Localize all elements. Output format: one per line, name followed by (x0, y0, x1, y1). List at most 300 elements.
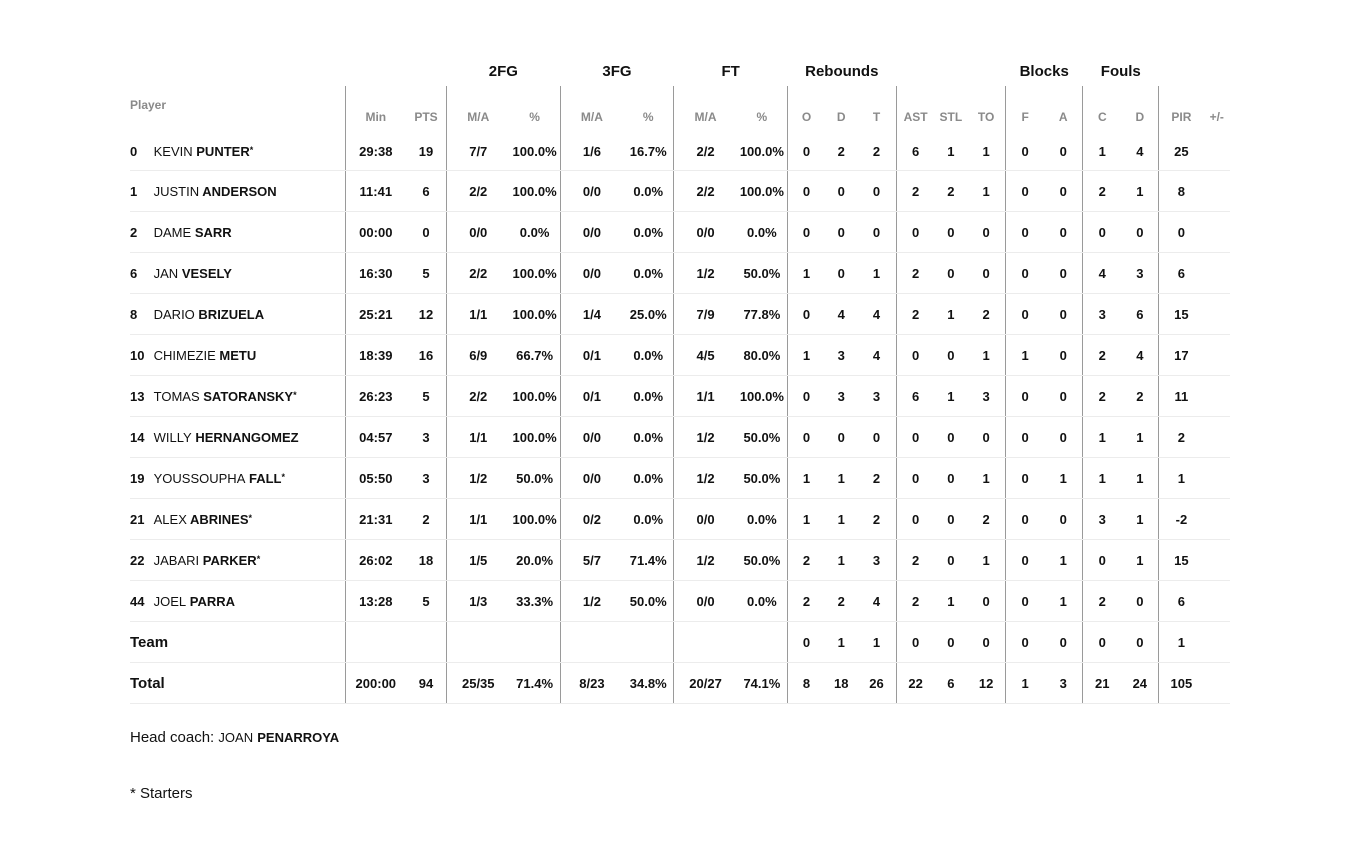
stat-to: 3 (967, 376, 1006, 417)
stat-reb-d: 0 (825, 417, 857, 458)
stat-blk-a: 0 (1044, 622, 1083, 663)
stat-pm (1203, 540, 1230, 581)
player-cell (130, 253, 345, 294)
boxscore-body (130, 132, 1230, 704)
stat-fg2-pct: 50.0% (509, 458, 560, 499)
stat-pir: 1 (1159, 622, 1204, 663)
stat-blk-f: 0 (1006, 458, 1045, 499)
stat-pir: 0 (1159, 212, 1204, 253)
stat-blk-a: 0 (1044, 376, 1083, 417)
stat-pir: 105 (1159, 663, 1204, 704)
stat-ast: 6 (896, 132, 935, 171)
player-last-name: PARKER (202, 552, 257, 568)
stat-foul-c: 0 (1083, 622, 1122, 663)
stat-reb-o: 1 (788, 499, 826, 540)
stat-fg2-ma: 1/1 (447, 294, 510, 335)
stat-pm (1203, 335, 1230, 376)
stat-reb-d: 3 (825, 335, 857, 376)
table-row (130, 376, 1230, 417)
stat-foul-d: 2 (1121, 376, 1159, 417)
stat-fg2-ma: 1/5 (447, 540, 510, 581)
group-fouls: Fouls (1100, 62, 1141, 80)
player-cell (130, 294, 345, 335)
stat-reb-d: 0 (825, 253, 857, 294)
stat-ast: 2 (896, 294, 935, 335)
stat-pir: 1 (1159, 458, 1204, 499)
stat-ast: 0 (896, 417, 935, 458)
stat-reb-o: 1 (788, 458, 826, 499)
stat-fg2-ma: 2/2 (447, 376, 510, 417)
column-header-row (130, 86, 1230, 132)
stat-stl: 0 (935, 499, 967, 540)
player-cell (130, 335, 345, 376)
stat-foul-c: 3 (1083, 499, 1122, 540)
stat-foul-d: 1 (1121, 540, 1159, 581)
stat-blk-a: 0 (1044, 253, 1083, 294)
player-link[interactable] (130, 225, 232, 240)
stat-foul-c: 1 (1083, 458, 1122, 499)
stat-reb-o: 8 (788, 663, 826, 704)
stat-pts: 19 (406, 132, 447, 171)
table-row (130, 540, 1230, 581)
stat-pm (1203, 663, 1230, 704)
stat-fg3-ma (560, 622, 623, 663)
player-cell (130, 132, 345, 171)
stat-foul-c: 3 (1083, 294, 1122, 335)
col-foul-d: D (1135, 110, 1145, 124)
player-cell (130, 376, 345, 417)
stat-stl: 1 (935, 581, 967, 622)
col-stl: STL (939, 110, 963, 124)
stat-min: 26:23 (345, 376, 406, 417)
table-row (130, 499, 1230, 540)
stat-ast: 0 (896, 335, 935, 376)
player-cell (130, 581, 345, 622)
stat-fg2-ma: 2/2 (447, 253, 510, 294)
stat-fg3-ma: 1/2 (560, 581, 623, 622)
stat-fg3-ma: 8/23 (560, 663, 623, 704)
stat-fg2-ma: 25/35 (447, 663, 510, 704)
stat-fg3-pct: 0.0% (623, 253, 674, 294)
total-row-label-text: Total (130, 674, 165, 692)
stat-blk-f: 0 (1006, 417, 1045, 458)
stat-blk-f: 0 (1006, 212, 1045, 253)
player-first-name: JABARI (153, 552, 200, 568)
stat-to: 1 (967, 540, 1006, 581)
stat-fg3-pct: 50.0% (623, 581, 674, 622)
stat-pts: 6 (406, 171, 447, 212)
stat-stl: 0 (935, 622, 967, 663)
stat-fg3-pct: 0.0% (623, 376, 674, 417)
player-first-name: YOUSSOUPHA (153, 470, 246, 486)
stat-min: 11:41 (345, 171, 406, 212)
player-last-name: SARR (194, 224, 232, 240)
stat-ft-pct: 80.0% (737, 335, 788, 376)
stat-ast: 0 (896, 622, 935, 663)
player-cell (130, 458, 345, 499)
stat-ft-ma: 1/2 (674, 458, 737, 499)
group-header-row (130, 56, 1230, 86)
stat-ft-ma: 1/2 (674, 417, 737, 458)
stat-ft-pct: 77.8% (737, 294, 788, 335)
starter-marker: * (256, 553, 261, 564)
stat-foul-c: 4 (1083, 253, 1122, 294)
stat-pir: 2 (1159, 417, 1204, 458)
stat-pts: 5 (406, 253, 447, 294)
stat-reb-d: 1 (825, 622, 857, 663)
stat-ft-ma: 1/1 (674, 376, 737, 417)
stat-fg3-pct: 0.0% (623, 212, 674, 253)
stat-pts: 2 (406, 499, 447, 540)
stat-pts: 3 (406, 458, 447, 499)
stat-ft-pct: 50.0% (737, 417, 788, 458)
stat-ft-pct: 100.0% (737, 132, 788, 171)
stat-stl: 2 (935, 171, 967, 212)
boxscore-table (130, 56, 1230, 704)
stat-pm (1203, 132, 1230, 171)
stat-foul-c: 21 (1083, 663, 1122, 704)
stat-pts: 18 (406, 540, 447, 581)
stat-to: 0 (967, 253, 1006, 294)
stat-fg3-ma: 0/0 (560, 171, 623, 212)
stat-fg2-ma: 0/0 (447, 212, 510, 253)
stat-blk-a: 0 (1044, 171, 1083, 212)
stat-reb-d: 18 (825, 663, 857, 704)
stat-reb-d: 2 (825, 132, 857, 171)
stat-ast: 2 (896, 540, 935, 581)
stat-ast: 6 (896, 376, 935, 417)
stat-stl: 6 (935, 663, 967, 704)
col-pts: PTS (414, 110, 438, 124)
stat-fg3-ma: 0/1 (560, 376, 623, 417)
player-first-name: DARIO (153, 306, 195, 322)
stat-ft-ma: 2/2 (674, 171, 737, 212)
stat-ft-pct: 100.0% (737, 376, 788, 417)
stat-to: 1 (967, 458, 1006, 499)
col-to: TO (977, 110, 995, 124)
stat-foul-d: 6 (1121, 294, 1159, 335)
stat-fg3-ma: 5/7 (560, 540, 623, 581)
stat-reb-t: 4 (858, 335, 897, 376)
stat-stl: 1 (935, 132, 967, 171)
group-2fg: 2FG (488, 62, 518, 80)
stat-fg3-ma: 1/4 (560, 294, 623, 335)
stat-ft-pct: 0.0% (737, 212, 788, 253)
team-row-label-text: Team (130, 633, 169, 651)
stat-stl: 0 (935, 417, 967, 458)
col-blk-a: A (1058, 110, 1068, 124)
team-row-label (130, 622, 345, 663)
player-link[interactable] (130, 430, 299, 445)
stat-to: 1 (967, 132, 1006, 171)
stat-foul-c: 0 (1083, 540, 1122, 581)
player-last-name: PARRA (189, 593, 236, 609)
player-last-name: HERNANGOMEZ (195, 429, 299, 445)
player-first-name: WILLY (153, 429, 192, 445)
stat-blk-f: 0 (1006, 376, 1045, 417)
player-first-name: JAN (153, 265, 179, 281)
player-number: 22 (130, 552, 145, 568)
stat-fg2-pct (509, 622, 560, 663)
stat-fg2-pct: 100.0% (509, 253, 560, 294)
table-row (130, 171, 1230, 212)
stat-ft-ma: 20/27 (674, 663, 737, 704)
stat-reb-o: 0 (788, 417, 826, 458)
player-link[interactable] (130, 266, 232, 281)
stat-ft-ma: 7/9 (674, 294, 737, 335)
table-row (130, 294, 1230, 335)
player-cell (130, 212, 345, 253)
stat-blk-f: 0 (1006, 132, 1045, 171)
player-last-name: VESELY (181, 265, 232, 281)
stat-pts: 5 (406, 376, 447, 417)
stat-to: 2 (967, 499, 1006, 540)
stat-foul-c: 2 (1083, 335, 1122, 376)
stat-ast: 2 (896, 253, 935, 294)
col-2fg-pct: % (529, 110, 540, 124)
stat-stl: 0 (935, 212, 967, 253)
stat-fg3-ma: 0/2 (560, 499, 623, 540)
stat-reb-o: 2 (788, 581, 826, 622)
stat-reb-d: 0 (825, 212, 857, 253)
stat-ft-ma (674, 622, 737, 663)
group-rebounds: Rebounds (805, 62, 879, 80)
stat-pm (1203, 458, 1230, 499)
stat-reb-o: 1 (788, 335, 826, 376)
player-first-name: CHIMEZIE (153, 347, 216, 363)
stat-fg2-ma: 1/1 (447, 417, 510, 458)
player-first-name: KEVIN (153, 143, 193, 159)
stat-blk-a: 1 (1044, 458, 1083, 499)
stat-fg2-ma: 2/2 (447, 171, 510, 212)
stat-min: 16:30 (345, 253, 406, 294)
stat-min: 00:00 (345, 212, 406, 253)
stat-min: 200:00 (345, 663, 406, 704)
table-row (130, 132, 1230, 171)
stat-ft-ma: 0/0 (674, 499, 737, 540)
stat-blk-f: 0 (1006, 294, 1045, 335)
stat-stl: 0 (935, 253, 967, 294)
stat-ft-pct: 0.0% (737, 581, 788, 622)
stat-min: 05:50 (345, 458, 406, 499)
player-link[interactable] (130, 389, 297, 404)
stat-fg2-pct: 100.0% (509, 417, 560, 458)
stat-fg2-pct: 20.0% (509, 540, 560, 581)
player-number: 0 (130, 143, 138, 159)
stat-pir: 11 (1159, 376, 1204, 417)
stat-pm (1203, 499, 1230, 540)
stat-reb-d: 3 (825, 376, 857, 417)
stat-foul-d: 0 (1121, 212, 1159, 253)
stat-foul-c: 2 (1083, 171, 1122, 212)
stat-foul-d: 0 (1121, 581, 1159, 622)
player-number: 8 (130, 306, 138, 322)
stat-reb-o: 0 (788, 171, 826, 212)
total-row-label (130, 663, 345, 704)
stat-ft-ma: 1/2 (674, 540, 737, 581)
player-number: 14 (130, 429, 145, 445)
stat-fg3-ma: 0/0 (560, 417, 623, 458)
stat-foul-c: 1 (1083, 132, 1122, 171)
stat-min: 04:57 (345, 417, 406, 458)
stat-fg3-pct: 0.0% (623, 335, 674, 376)
stat-blk-a: 0 (1044, 499, 1083, 540)
stat-pm (1203, 622, 1230, 663)
col-reb-o: O (788, 86, 826, 132)
stat-pm (1203, 417, 1230, 458)
col-2fg-ma: M/A (447, 86, 510, 132)
stat-to: 0 (967, 417, 1006, 458)
head-coach-label: Head coach: (130, 729, 215, 746)
stat-foul-d: 1 (1121, 499, 1159, 540)
stat-stl: 0 (935, 458, 967, 499)
table-row (130, 253, 1230, 294)
stat-blk-a: 3 (1044, 663, 1083, 704)
player-number: 44 (130, 593, 145, 609)
stat-pts: 94 (406, 663, 447, 704)
player-last-name: ABRINES (190, 511, 249, 527)
player-cell (130, 499, 345, 540)
player-number: 21 (130, 511, 145, 527)
stat-pm (1203, 581, 1230, 622)
stat-pts: 3 (406, 417, 447, 458)
stat-foul-d: 24 (1121, 663, 1159, 704)
stat-reb-o: 2 (788, 540, 826, 581)
stat-fg3-pct: 25.0% (623, 294, 674, 335)
stat-ft-ma: 0/0 (674, 581, 737, 622)
stat-ast: 2 (896, 581, 935, 622)
table-row (130, 458, 1230, 499)
stat-reb-t: 3 (858, 540, 897, 581)
stat-reb-t: 1 (858, 622, 897, 663)
stat-foul-c: 2 (1083, 376, 1122, 417)
stat-to: 0 (967, 212, 1006, 253)
stat-foul-c: 0 (1083, 212, 1122, 253)
player-first-name: JOEL (153, 593, 187, 609)
stat-stl: 0 (935, 540, 967, 581)
player-last-name: FALL (249, 470, 282, 486)
player-link[interactable] (130, 553, 260, 568)
head-coach-last-name: PENARROYA (257, 730, 340, 745)
group-ft: FT (721, 62, 740, 80)
stat-to: 1 (967, 335, 1006, 376)
col-player: Player (130, 98, 167, 112)
stat-reb-o: 0 (788, 622, 826, 663)
stat-pts: 12 (406, 294, 447, 335)
stat-ft-pct: 50.0% (737, 458, 788, 499)
stat-pir: 17 (1159, 335, 1204, 376)
stat-ft-pct: 0.0% (737, 499, 788, 540)
col-foul-c: C (1083, 86, 1122, 132)
player-link[interactable] (130, 471, 285, 486)
stat-foul-d: 4 (1121, 132, 1159, 171)
stat-pts: 16 (406, 335, 447, 376)
col-3fg-ma: M/A (560, 86, 623, 132)
stat-min: 29:38 (345, 132, 406, 171)
table-row (130, 417, 1230, 458)
stat-ft-pct: 74.1% (737, 663, 788, 704)
stat-reb-t: 4 (858, 581, 897, 622)
stat-to: 0 (967, 581, 1006, 622)
stat-pts: 0 (406, 212, 447, 253)
stat-fg3-pct: 16.7% (623, 132, 674, 171)
stat-reb-o: 0 (788, 212, 826, 253)
stat-ft-ma: 1/2 (674, 253, 737, 294)
player-link[interactable] (130, 184, 277, 199)
player-link[interactable] (130, 512, 252, 527)
stat-fg3-pct: 0.0% (623, 417, 674, 458)
stat-ft-pct: 100.0% (737, 171, 788, 212)
player-last-name: BRIZUELA (198, 306, 265, 322)
stat-blk-a: 0 (1044, 132, 1083, 171)
starter-marker: * (281, 471, 286, 482)
player-link[interactable] (130, 144, 253, 159)
stat-fg3-ma: 0/1 (560, 335, 623, 376)
player-number: 10 (130, 347, 145, 363)
stat-reb-o: 0 (788, 132, 826, 171)
player-link[interactable] (130, 594, 235, 609)
stat-reb-t: 4 (858, 294, 897, 335)
stat-pts: 5 (406, 581, 447, 622)
stat-ast: 0 (896, 458, 935, 499)
stat-blk-f: 0 (1006, 253, 1045, 294)
stat-ft-pct: 50.0% (737, 540, 788, 581)
table-row (130, 581, 1230, 622)
player-first-name: DAME (153, 224, 192, 240)
stat-foul-d: 3 (1121, 253, 1159, 294)
stat-foul-d: 1 (1121, 458, 1159, 499)
stat-reb-o: 0 (788, 294, 826, 335)
player-link[interactable] (130, 307, 264, 322)
player-cell (130, 417, 345, 458)
table-row (130, 335, 1230, 376)
player-link[interactable] (130, 348, 256, 363)
starter-marker: * (293, 389, 297, 400)
stat-min: 21:31 (345, 499, 406, 540)
stat-pir: 8 (1159, 171, 1204, 212)
stat-pir: 6 (1159, 253, 1204, 294)
group-3fg: 3FG (602, 62, 632, 80)
stat-ft-pct: 50.0% (737, 253, 788, 294)
stat-foul-c: 1 (1083, 417, 1122, 458)
group-blocks: Blocks (1019, 62, 1069, 80)
stat-fg2-pct: 100.0% (509, 294, 560, 335)
stat-blk-f: 0 (1006, 581, 1045, 622)
team-row (130, 622, 1230, 663)
stat-ft-ma: 0/0 (674, 212, 737, 253)
stat-fg2-ma: 1/3 (447, 581, 510, 622)
stat-pm (1203, 376, 1230, 417)
stat-pm (1203, 171, 1230, 212)
col-reb-d: D (836, 110, 846, 124)
stat-ast: 0 (896, 212, 935, 253)
stat-stl: 1 (935, 376, 967, 417)
stat-ast: 2 (896, 171, 935, 212)
stat-min: 18:39 (345, 335, 406, 376)
stat-blk-a: 1 (1044, 581, 1083, 622)
stat-reb-t: 3 (858, 376, 897, 417)
stat-blk-f: 0 (1006, 499, 1045, 540)
stat-pts (406, 622, 447, 663)
stat-fg2-pct: 100.0% (509, 132, 560, 171)
stat-pir: -2 (1159, 499, 1204, 540)
stat-fg2-pct: 66.7% (509, 335, 560, 376)
stat-ft-ma: 4/5 (674, 335, 737, 376)
stat-reb-d: 1 (825, 499, 857, 540)
stat-pm (1203, 212, 1230, 253)
stat-reb-d: 0 (825, 171, 857, 212)
stat-fg3-pct: 0.0% (623, 458, 674, 499)
